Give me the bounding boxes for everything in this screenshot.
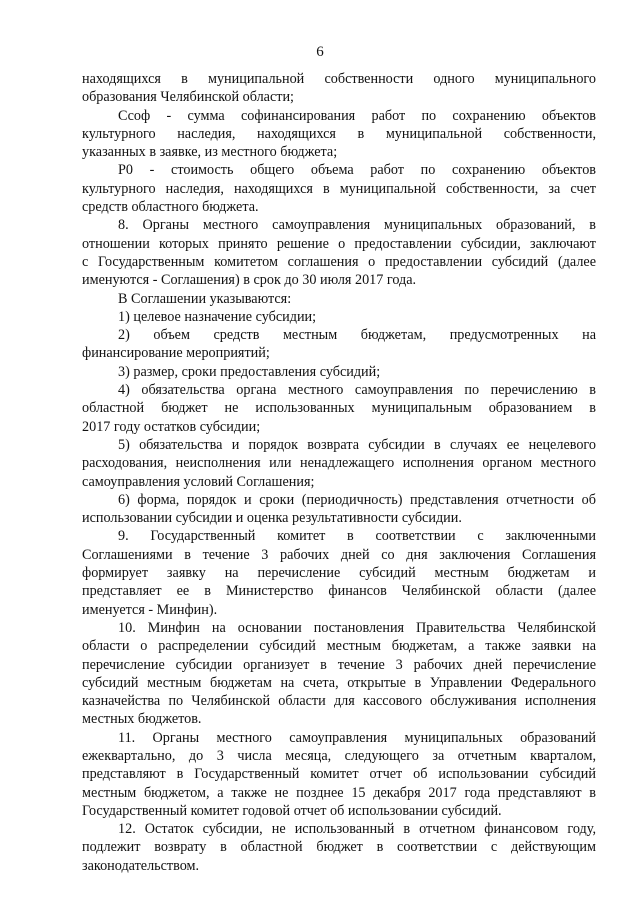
text-line: 6) форма, порядок и сроки (периодичность) представления отчетности об: [118, 491, 596, 508]
text-line: ежеквартально, до 3 числа месяца, следующего за отчетным кварталом,: [82, 747, 596, 764]
text-line: 12. Остаток субсидии, не использованный в отчетном финансовом году,: [118, 821, 596, 838]
text-line: законодательством.: [82, 857, 200, 874]
text-line: представляют в Государственный комитет отчет об использовании субсидий: [82, 766, 596, 783]
text-line: 4) обязательства органа местного самоуправления по перечислению в: [118, 382, 596, 399]
text-line: перечисление субсидии организует в течение 3 рабочих дней перечисление: [82, 656, 596, 673]
text-line: областной бюджет не использованных муниципальным образованием в: [82, 400, 596, 417]
text-line: 1) целевое назначение субсидии;: [118, 308, 317, 325]
text-line: 10. Минфин на основании постановления Правительства Челябинской: [118, 619, 596, 636]
text-line: 8. Органы местного самоуправления муниципальных образований, в: [118, 217, 596, 234]
text-line: отношении которых принято решение о предоставлении субсидии, заключают: [82, 235, 596, 252]
text-line: образования Челябинской области;: [82, 89, 294, 106]
text-line: 5) обязательства и порядок возврата субсидии в случаях ее нецелевого: [118, 436, 596, 453]
text-line: именуется - Минфин).: [82, 601, 218, 618]
text-line: Ссоф - сумма софинансирования работ по сохранению объектов: [118, 107, 596, 124]
text-line: субсидий местным бюджетам на счета, открытые в Управлении Федерального: [82, 674, 596, 691]
text-line: самоуправления условий Соглашения;: [82, 473, 315, 490]
text-line: с Государственным комитетом соглашения о предоставлении субсидий (далее: [82, 253, 596, 270]
text-line: использовании субсидии и оценка результативности субсидии.: [82, 510, 462, 527]
text-line: Государственный комитет годовой отчет об использовании субсидий.: [82, 802, 502, 819]
page-number: 6: [316, 44, 324, 60]
text-line: указанных в заявке, из местного бюджета;: [82, 144, 338, 161]
text-line: находящихся в муниципальной собственности одного муниципального: [82, 71, 596, 87]
text-line: средств областного бюджета.: [82, 199, 259, 216]
text-line: 9. Государственный комитет в соответствии с заключенными: [118, 528, 596, 545]
text-line: культурного наследия, находящихся в муниципальной собственности, за счет: [82, 180, 596, 197]
text-line: Р0 - стоимость общего объема работ по сохранению объектов: [118, 162, 596, 179]
text-line: финансирование мероприятий;: [82, 345, 270, 362]
text-line: подлежит возврату в областной бюджет в соответствии с действующим: [82, 839, 596, 856]
text-line: представляет ее в Министерство финансов Челябинской области (далее: [82, 583, 596, 600]
text-line: культурного наследия, находящихся в муниципальной собственности,: [82, 125, 596, 142]
text-line: местных бюджетов.: [82, 711, 202, 728]
text-line: 11. Органы местного самоуправления муниципальных образований: [118, 729, 596, 746]
text-line: Соглашениями в течение 3 рабочих дней со дня заключения Соглашения: [82, 546, 596, 563]
document-body: [82, 70, 596, 875]
text-line: области о распределении субсидий местным бюджетам, а также заявки на: [82, 638, 596, 655]
text-line: формирует заявку на перечисление субсидий местным бюджетам и: [82, 565, 596, 582]
text-line: местным бюджетом, а также не позднее 15 декабря 2017 года представляют в: [82, 784, 596, 801]
text-line: именуются - Соглашения) в срок до 30 июля 2017 года.: [82, 272, 417, 289]
text-line: казначейства по Челябинской области для кассового обслуживания исполнения: [82, 693, 596, 710]
text-line: 2) объем средств местным бюджетам, предусмотренных на: [118, 327, 596, 344]
text-line: 2017 году остатков субсидии;: [82, 418, 261, 435]
text-line: В Соглашении указываются:: [118, 290, 292, 307]
text-line: 3) размер, сроки предоставления субсидий;: [118, 363, 381, 380]
text-line: расходования, неисполнения или ненадлежащего исполнения органом местного: [82, 455, 596, 472]
